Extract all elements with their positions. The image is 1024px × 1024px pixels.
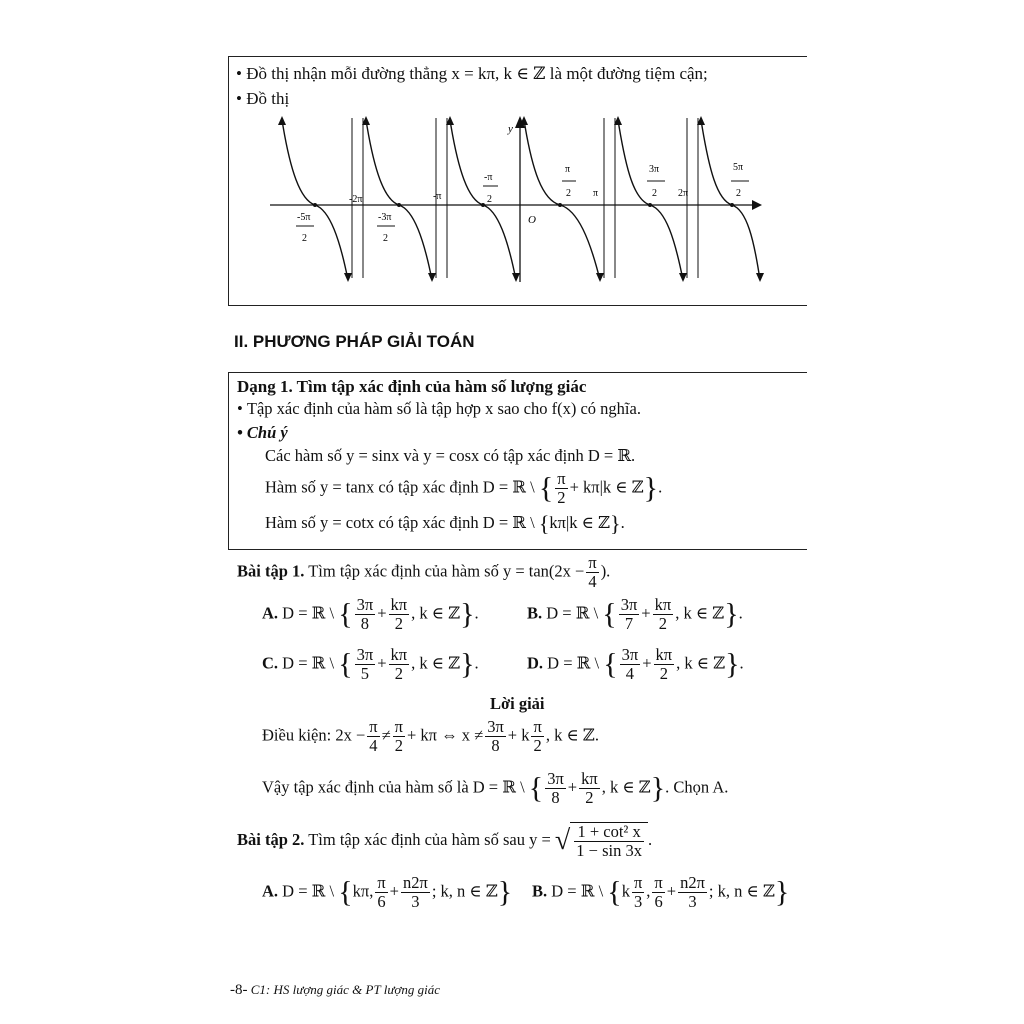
dang1-title: Dạng 1. Tìm tập xác định của hàm số lượng giác [237,377,587,396]
tick-label: 2π [678,188,689,199]
graph-label: Đồ thị [246,89,290,108]
tick-labels [296,162,749,244]
tick-label: 2 [487,194,492,205]
cot-branch [366,120,432,280]
cot-branch [282,120,348,280]
footer-text: C1: HS lượng giác & PT lượng giác [250,982,440,997]
line3-prefix: Hàm số y = cotx có tập xác định D = ℝ \ [265,513,539,532]
dang1-bullet: • Tập xác định của hàm số là tập hợp x sao cho f(x) có nghĩa. [237,399,641,418]
tick-label: π [593,188,599,199]
bai1-option-a[interactable]: A. D = ℝ \ { $\frac{3\pi}{8}$ + $\frac{k\pi}{2}$ , k ∈ ℤ}. [262,595,479,634]
tick-label: 2 [383,233,388,244]
tick-label: 5π [733,162,744,173]
tick-label: -2π [349,194,363,205]
chu-y-text: Chú ý [246,423,288,442]
bai2-label: Bài tập 2. [237,829,305,849]
bai1-question: Bài tập 1. Tìm tập xác định của hàm số y = tan(2x − $\frac{\pi}{4}$ ). [237,553,611,592]
cot-branch [701,120,760,280]
chu-y: • Chú ý [237,423,288,442]
dang1-bullet-text: Tập xác định của hàm số là tập hợp x sao cho f(x) có nghĩa. [246,399,641,418]
tick-label: 2 [736,188,741,199]
bullet-asymptote: • Đồ thị nhận mỗi đường thẳng x = kπ, k ∈ ℤ là một đường tiệm cận; [236,64,708,83]
frac: $\frac{\pi}{4}$ [588,553,597,592]
tick-label: 2 [566,188,571,199]
line2-prefix: Hàm số y = tanx có tập xác định D = ℝ \ [265,477,539,497]
tick-label: 2 [652,188,657,199]
bai1-option-c[interactable]: C. D = ℝ \ { $\frac{3\pi}{5}$ + $\frac{k\pi}{2}$ , k ∈ ℤ}. [262,645,479,684]
line3-set: kπ|k ∈ ℤ [549,513,611,532]
bullet-graph: • Đồ thị [236,89,290,108]
loi-giai-heading: Lời giải [490,694,545,713]
tick-label: -π [484,172,493,183]
page-footer [230,982,440,999]
x-axis-arrow [752,200,762,210]
tick-label: -5π [297,212,311,223]
frac: $\frac{\pi}{2}$ [557,469,566,508]
origin-label: O [528,214,536,226]
bai2-option-b[interactable]: B. D = ℝ \ {k $\frac{\pi}{3}$ , $\frac{\pi}{6}$ + $\frac{n2\pi}{3}$ ; k, n ∈ ℤ} [532,873,790,912]
line2-rest: + kπ|k ∈ ℤ [569,477,644,497]
asymptote-text: Đồ thị nhận mỗi đường thẳng x = kπ, k ∈ ℤ là một đường tiệm cận; [246,64,708,83]
y-axis-label: y [508,123,513,135]
cot-branch [450,120,516,280]
bai1-label: Bài tập 1. [237,561,305,581]
vay-ket-luan: Vậy tập xác định của hàm số là D = ℝ \ { $\frac{3\pi}{8}$ + $\frac{k\pi}{2}$ , k ∈ ℤ}. Chọn A. [262,769,729,808]
asymptotes [352,118,698,278]
bai2-option-a[interactable]: A. D = ℝ \ {kπ, $\frac{\pi}{6}$ + $\frac{n2\pi}{3}$ ; k, n ∈ ℤ} [262,873,513,912]
dang1-line2: Hàm số y = tanx có tập xác định D = ℝ \ { $\frac{\pi}{2}$ + kπ|k ∈ ℤ}. [265,469,663,508]
bai1-option-b[interactable]: B. D = ℝ \ { $\frac{3\pi}{7}$ + $\frac{k\pi}{2}$ , k ∈ ℤ}. [527,595,743,634]
page-number: -8- [230,982,248,998]
cot-branch [618,120,683,280]
tick-label: -3π [378,212,392,223]
tick-label: -π [433,191,442,202]
bai1-text: Tìm tập xác định của hàm số y = tan(2x − [304,561,585,581]
dang1-line1: Các hàm số y = sinx và y = cosx có tập xác định D = ℝ. [265,446,636,465]
section-title: II. PHƯƠNG PHÁP GIẢI TOÁN [234,332,475,351]
cot-graph [270,110,770,290]
bai2-question: Bài tập 2. Tìm tập xác định của hàm số sau y = √ $\frac{\text{1 + cot² x}}{1 - \sin 3x}$ . [237,822,653,861]
bai1-option-d[interactable]: D. D = ℝ \ { $\frac{3\pi}{4}$ + $\frac{k\pi}{2}$ , k ∈ ℤ}. [527,645,744,684]
dang1-line3: Hàm số y = cotx có tập xác định D = ℝ \ {kπ|k ∈ ℤ}. [265,511,625,537]
tick-label: 3π [649,164,660,175]
cot-branch [524,120,600,280]
tick-label: 2 [302,233,307,244]
tick-label: π [565,164,571,175]
dieu-kien: Điều kiện: 2x − $\frac{\pi}{4}$ ≠ $\frac{\pi}{2}$ + kπ ⇔ x ≠ $\frac{3\pi}{8}$ + k $\frac{\pi}{2}$ , k ∈ ℤ. [262,717,599,756]
